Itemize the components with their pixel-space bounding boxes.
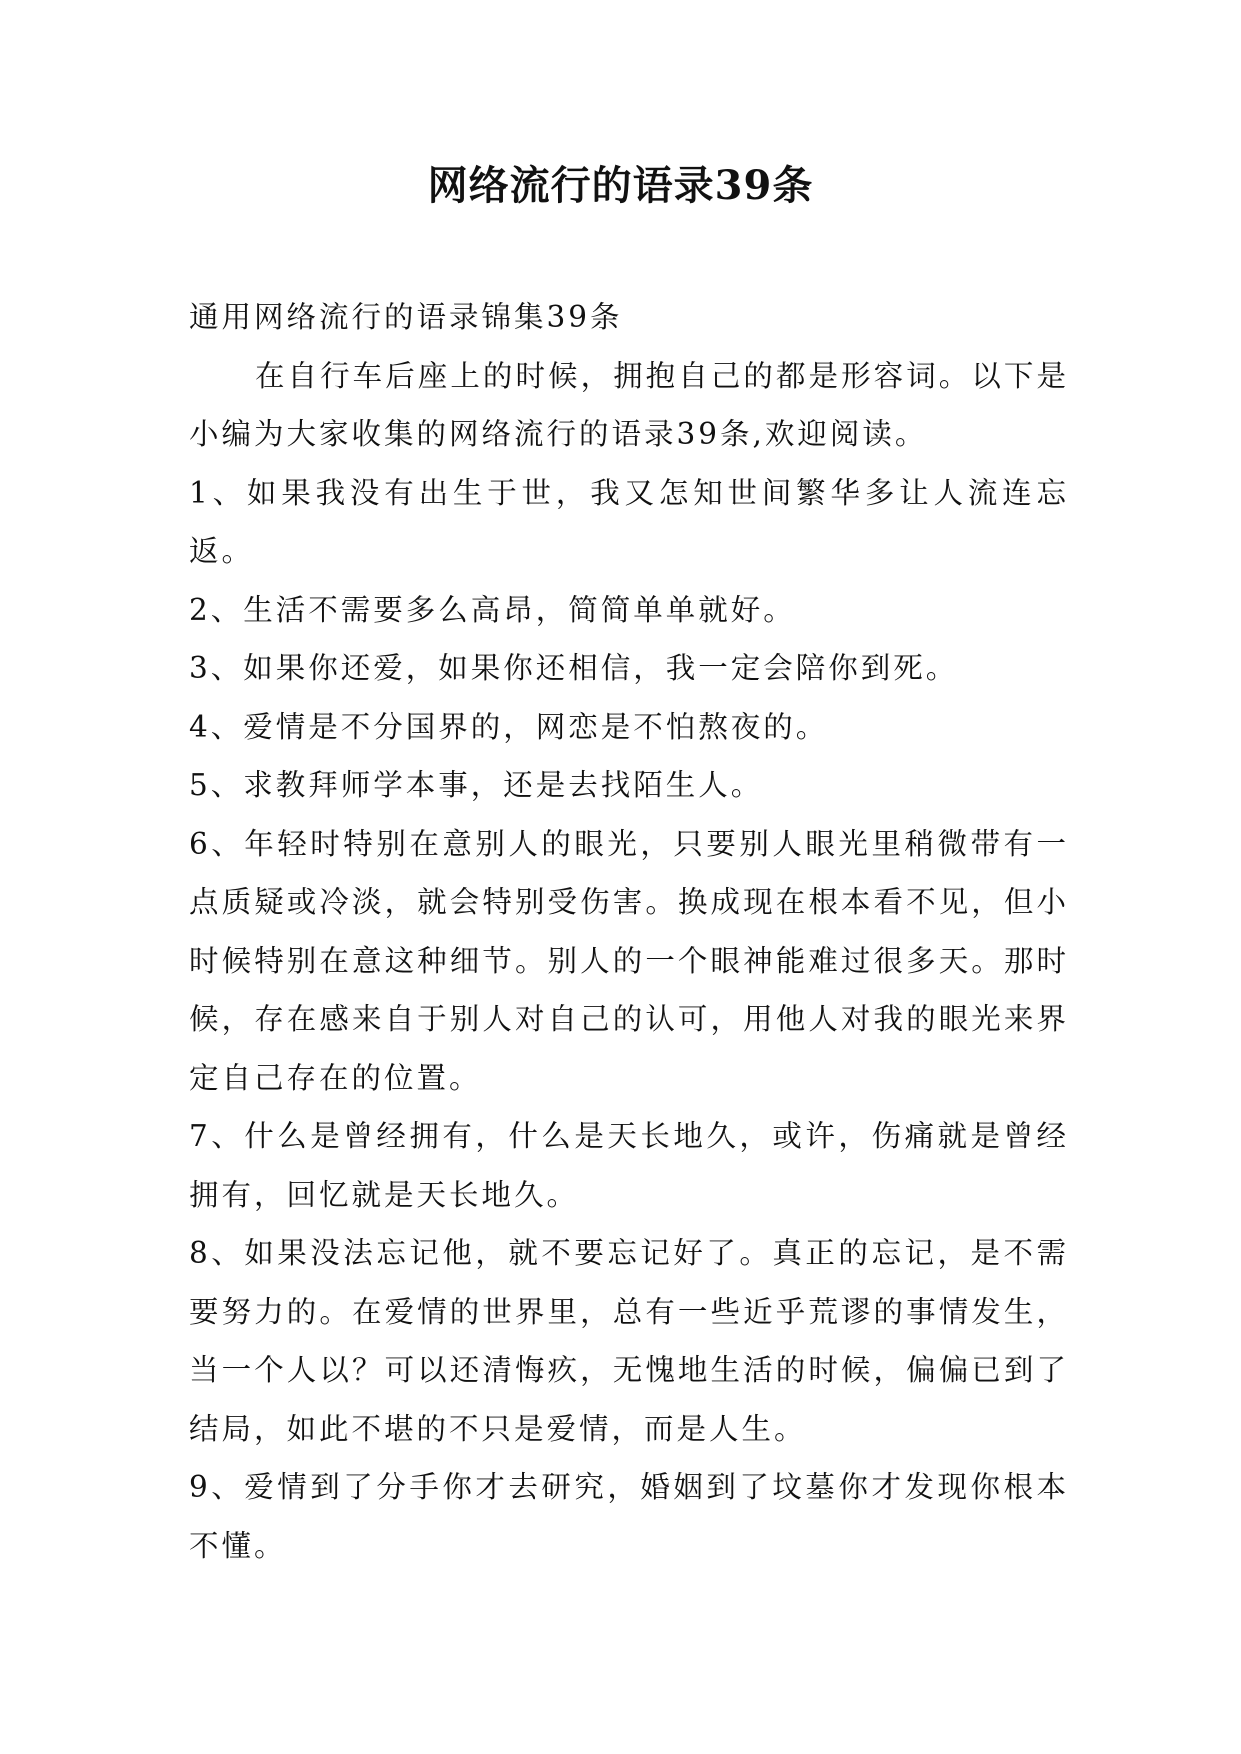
intro-paragraph: 在自行车后座上的时候，拥抱自己的都是形容词。以下是小编为大家收集的网络流行的语录39条,欢迎阅读。 xyxy=(189,358,1069,451)
document-body xyxy=(189,288,1069,1575)
quote-item-4: 4、爱情是不分国界的，网恋是不怕熬夜的。 xyxy=(189,709,829,744)
quote-item-8: 8、如果没法忘记他，就不要忘记好了。真正的忘记，是不需要努力的。在爱情的世界里，总有一些近乎荒谬的事情发生，当一个人以？可以还清悔疚，无愧地生活的时候，偏偏已到了结局，如此不堪的不只是爱情，而是人生。 xyxy=(189,1236,1069,1446)
quote-item-1: 1、如果我没有出生于世，我又怎知世间繁华多让人流连忘返。 xyxy=(189,475,1069,568)
quote-item-3: 3、如果你还爱，如果你还相信，我一定会陪你到死。 xyxy=(189,651,959,685)
quote-item-5: 5、求教拜师学本事，还是去找陌生人。 xyxy=(189,768,764,802)
quote-item-7: 7、什么是曾经拥有，什么是天长地久，或许，伤痛就是曾经拥有，回忆就是天长地久。 xyxy=(189,1119,1069,1212)
quote-item-6: 6、年轻时特别在意别人的眼光，只要别人眼光里稍微带有一点质疑或冷淡，就会特别受伤害。换成现在根本看不见，但小时候特别在意这种细节。别人的一个眼神能难过很多天。那时候，存在感来自于别人对自己的认可，用他人对我的眼光来界定自己存在的位置。 xyxy=(189,826,1069,1095)
document-title: 网络流行的语录39条 xyxy=(427,162,814,209)
quote-item-2: 2、生活不需要多么高昂，简简单单就好。 xyxy=(189,592,796,627)
subtitle-paragraph: 通用网络流行的语录锦集39条 xyxy=(189,300,623,334)
quote-item-9: 9、爱情到了分手你才去研究，婚姻到了坟墓你才发现你根本不懂。 xyxy=(189,1470,1069,1563)
